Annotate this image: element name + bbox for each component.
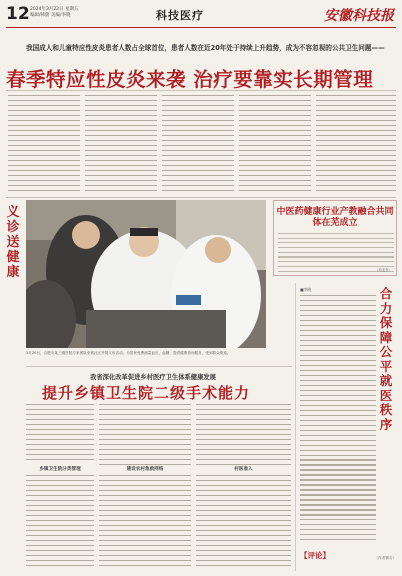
issue-date: 2024年3月22日 星期五	[30, 7, 79, 12]
page-number: 12	[6, 4, 30, 24]
commentary-signature: （作者署名）	[374, 556, 396, 560]
feature-vertical-title: 义诊送健康	[6, 205, 20, 280]
story2-column-2	[99, 404, 191, 466]
lead-body-column-5	[316, 95, 396, 195]
commentary-badge: 【评论】	[300, 551, 330, 560]
photo-caption: 3月20日，合肥市某三级医院专家团队来到社区开展义诊活动，为居民免费测量血压、血糖，提供健康咨询服务，受到群众欢迎。	[26, 351, 231, 355]
brief-author: （刘亚东）	[375, 268, 392, 272]
story2-subhead-3: 村医准入	[234, 467, 253, 472]
page-header	[6, 4, 396, 28]
commentary-column	[295, 283, 397, 571]
story2-column-3b	[196, 475, 291, 570]
commentary-author: ■李晓	[300, 287, 312, 292]
commentary-title: 合力保障公平就医秩序	[379, 286, 393, 432]
lead-body-column-2	[85, 95, 157, 195]
story2-subhead-1: 乡镇卫生院分类管理	[39, 467, 81, 472]
story2-column-3	[196, 404, 291, 466]
lead-kicker: 我国成人和儿童特应性皮炎患者人数占全球首位，患者人数在近20年处于持续上升趋势，成为不容忽视的公共卫生问题——	[26, 44, 385, 52]
divider	[6, 90, 396, 91]
story2-headline: 提升乡镇卫生院二级手术能力	[41, 384, 250, 402]
feature-photo	[26, 200, 266, 348]
commentary-body	[300, 295, 376, 545]
date-line	[30, 7, 100, 19]
story2-column-1	[26, 404, 94, 464]
divider	[6, 197, 396, 198]
brief-title: 中医药健康行业产教融合共同体在芜成立	[276, 207, 394, 228]
masthead-logo: 安徽科技报	[324, 8, 394, 24]
lead-body-column-1	[8, 95, 80, 195]
story2-column-1b	[26, 475, 94, 570]
story2-deck: 我省深化改革促进乡村医疗卫生体系健康发展	[90, 374, 216, 381]
section-name: 科技医疗	[156, 9, 204, 22]
lead-body-column-4	[239, 95, 311, 195]
lead-body-column-3	[162, 95, 234, 195]
lead-headline: 春季特应性皮炎来袭 治疗要靠实长期管理	[6, 68, 374, 91]
story2-subhead-2: 建设农村急救网络	[126, 467, 164, 472]
photo-illustration	[26, 200, 266, 348]
news-brief-box	[273, 200, 397, 276]
divider	[26, 366, 292, 367]
editor-line: 编辑/韩蔚 美编/李晓	[30, 13, 71, 18]
story2-column-2b	[99, 475, 191, 570]
